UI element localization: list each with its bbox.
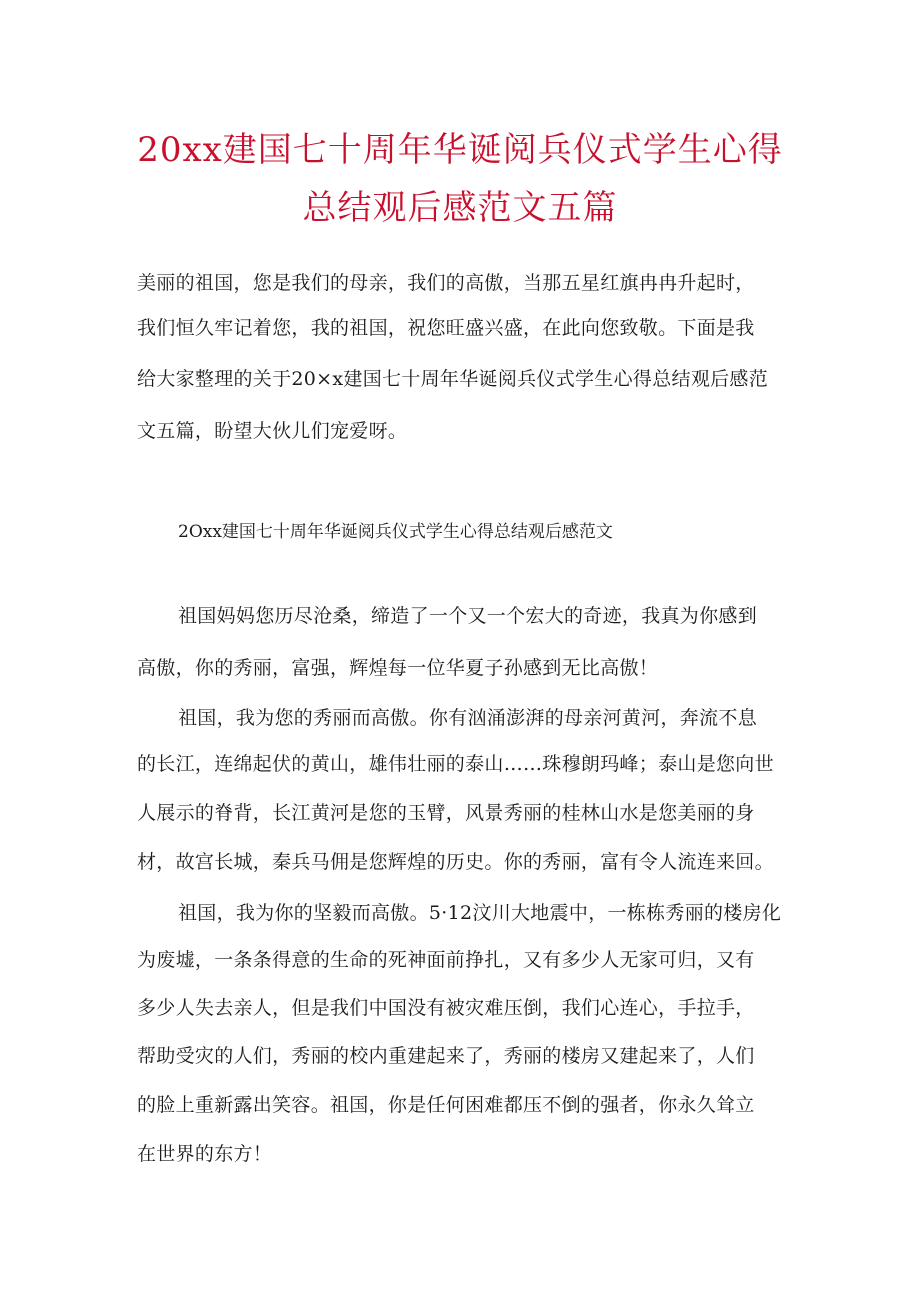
body-line: 高傲，你的秀丽，富强，辉煌每一位华夏子孙感到无比高傲！ bbox=[137, 657, 659, 679]
document-title-line-2: 总结观后感范文五篇 bbox=[302, 188, 618, 228]
body-line: 祖国妈妈您历尽沧桑，缔造了一个又一个宏大的奇迹，我真为你感到 bbox=[178, 605, 758, 627]
intro-line: 文五篇，盼望大伙儿们宠爱呀。 bbox=[137, 420, 408, 442]
body-line: 在世界的东方！ bbox=[137, 1143, 273, 1165]
body-line: 的脸上重新露出笑容。祖国，你是任何困难都压不倒的强者，你永久耸立 bbox=[137, 1094, 755, 1116]
intro-line: 给大家整理的关于20×x建国七十周年华诞阅兵仪式学生心得总结观后感范 bbox=[137, 368, 769, 390]
body-line: 的长江，连绵起伏的黄山，雄伟壮丽的泰山……珠穆朗玛峰；泰山是您向世 bbox=[137, 753, 774, 775]
body-line: 祖国，我为您的秀丽而高傲。你有汹涌澎湃的母亲河黄河，奔流不息 bbox=[178, 707, 758, 729]
body-line: 帮助受灾的人们，秀丽的校内重建起来了，秀丽的楼房又建起来了，人们 bbox=[137, 1045, 755, 1067]
intro-line: 美丽的祖国，您是我们的母亲，我们的高傲，当那五星红旗冉冉升起时， bbox=[137, 272, 755, 294]
body-line: 人展示的脊背，长江黄河是您的玉臂，风景秀丽的桂林山水是您美丽的身 bbox=[137, 802, 755, 824]
intro-line: 我们恒久牢记着您，我的祖国，祝您旺盛兴盛，在此向您致敬。下面是我 bbox=[137, 317, 755, 339]
section-heading: 2Oxx建国七十周年华诞阅兵仪式学生心得总结观后感范文 bbox=[178, 522, 613, 542]
body-line: 材，故宫长城，秦兵马佣是您辉煌的历史。你的秀丽，富有令人流连来回。 bbox=[137, 851, 774, 873]
document-title-line-1: 20xx建国七十周年华诞阅兵仪式学生心得 bbox=[137, 130, 783, 170]
body-line: 多少人失去亲人，但是我们中国没有被灾难压倒，我们心连心，手拉手， bbox=[137, 997, 755, 1019]
body-line: 祖国，我为你的坚毅而高傲。5·12汶川大地震中，一栋栋秀丽的楼房化 bbox=[178, 902, 782, 924]
body-line: 为废墟，一条条得意的生命的死神面前挣扎，又有多少人无家可归，又有 bbox=[137, 949, 755, 971]
